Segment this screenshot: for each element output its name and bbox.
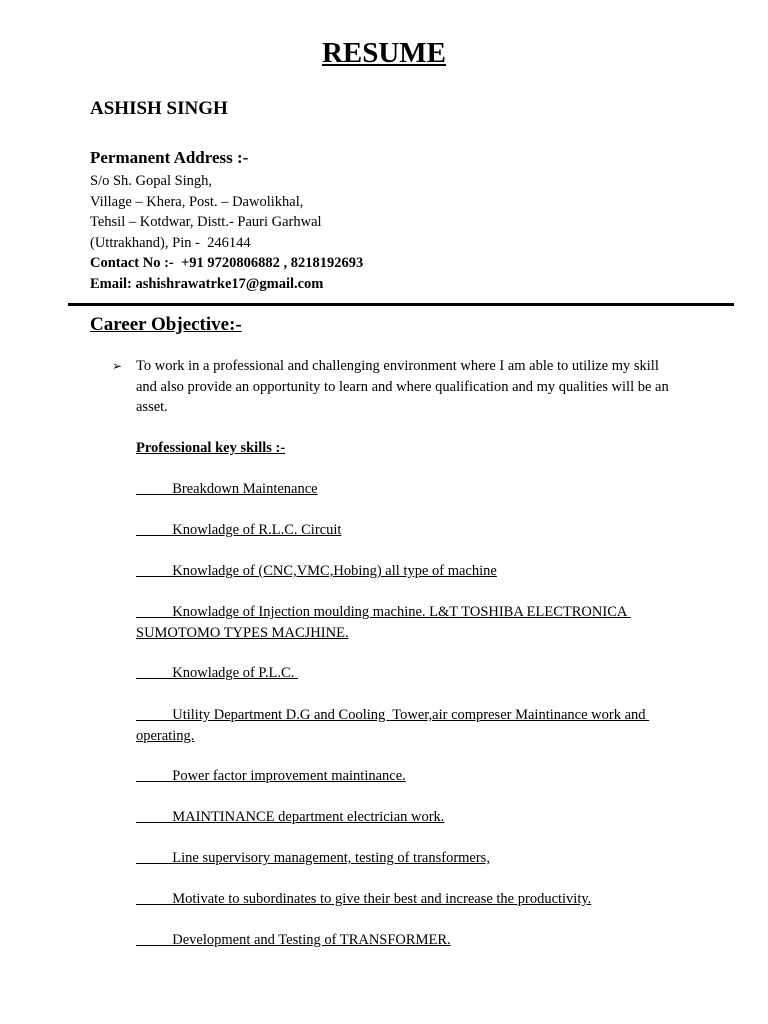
career-objective-heading: Career Objective:-: [90, 314, 242, 335]
career-objective-text: To work in a professional and challenging environment where I am able to utilize my skill and also provide an opportunity to learn and where qualification and my qualities will be an asset.: [136, 358, 669, 415]
arrow-bullet-icon: ➢: [112, 359, 123, 373]
career-objective: [112, 356, 672, 418]
resume-title: RESUME: [321, 37, 447, 69]
contact-number: Contact No :- +91 9720806882 , 8218192693: [90, 255, 364, 271]
address-line: (Uttrakhand), Pin - 246144: [90, 234, 251, 251]
address-line: Tehsil – Kotdwar, Distt.- Pauri Garhwal: [90, 214, 322, 230]
candidate-name: ASHISH SINGH: [90, 98, 228, 119]
address-line: S/o Sh. Gopal Singh,: [90, 173, 213, 189]
skill-item: Knowladge of R.L.C. Circuit: [136, 522, 342, 538]
skill-item: Motivate to subordinates to give their best and increase the productivity.: [136, 891, 592, 907]
skill-item: Knowladge of Injection moulding machine. L&T TOSHIBA ELECTRONICA SUMOTOMO TYPES MACJHINE.: [136, 604, 631, 641]
permanent-address-heading: Permanent Address :-: [90, 148, 249, 167]
address-line: Village – Khera, Post. – Dawolikhal,: [90, 193, 304, 210]
skill-item: Knowladge of (CNC,VMC,Hobing) all type of machine: [136, 563, 497, 579]
skill-item: Knowladge of P.L.C.: [136, 665, 298, 681]
professional-skills-heading: Professional key skills :-: [136, 440, 286, 456]
email-address: Email: ashishrawatrke17@gmail.com: [90, 275, 324, 292]
skill-item: Power factor improvement maintinance.: [136, 768, 406, 784]
section-divider: [68, 303, 734, 306]
skill-item: Development and Testing of TRANSFORMER.: [136, 932, 451, 948]
skill-item: Breakdown Maintenance: [136, 481, 318, 497]
skill-item: Utility Department D.G and Cooling Tower,air compreser Maintinance work and operating.: [136, 707, 650, 744]
skill-item: MAINTINANCE department electrician work.: [136, 809, 445, 825]
permanent-address-block: [90, 171, 363, 294]
skill-item: Line supervisory management, testing of transformers,: [136, 850, 490, 866]
